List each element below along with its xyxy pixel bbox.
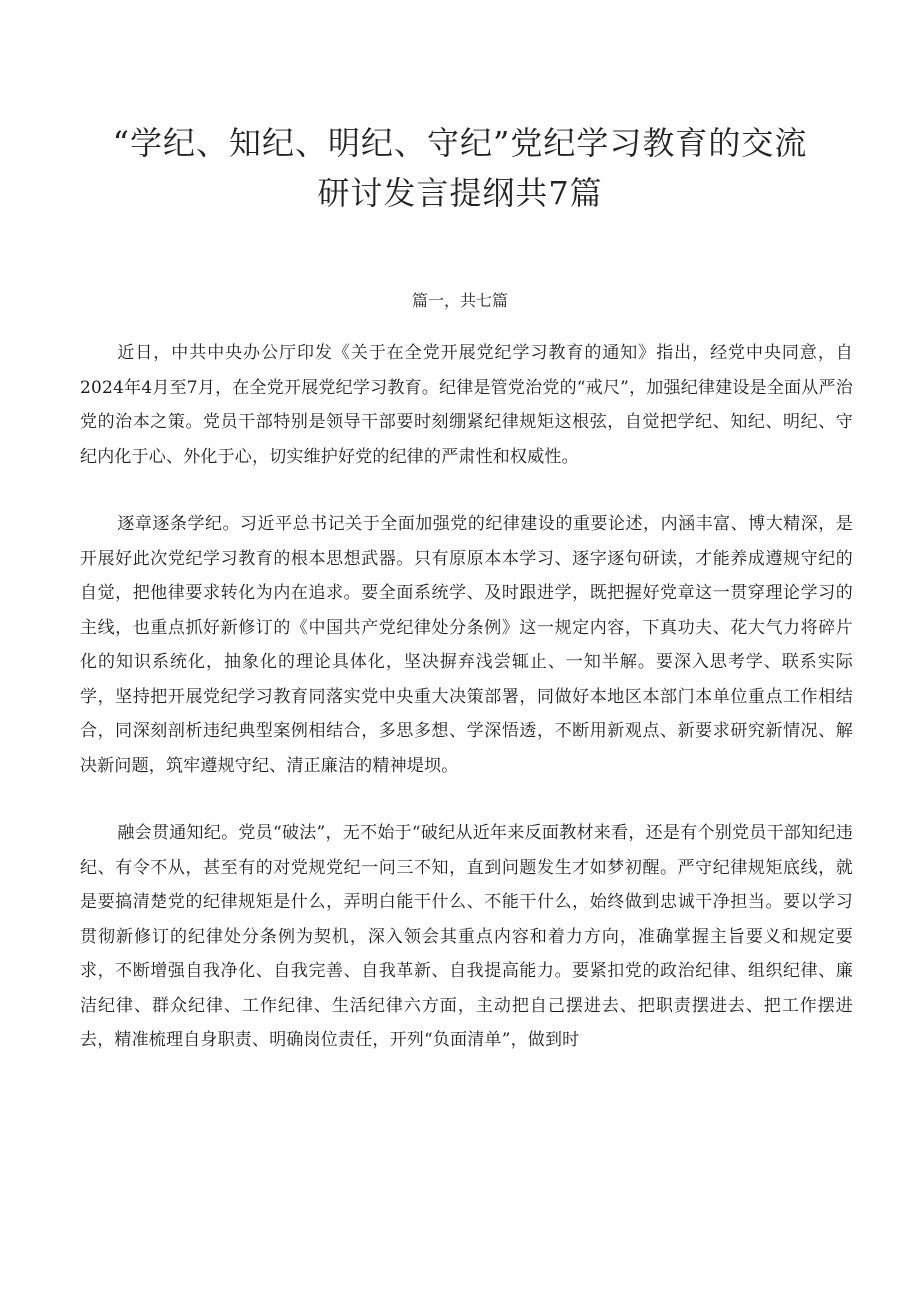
section-heading: 篇一，共七篇 [411,291,508,310]
document-title [80,118,840,218]
title-line-1: “学纪、知纪、明纪、守纪”党纪学习教育的交流 [112,124,808,162]
paragraph-1: 近日，中共中央办公厅印发《关于在全党开展党纪学习教育的通知》指出，经党中央同意，自2024年4月至7月，在全党开展党纪学习教育。纪律是管党治党的“戒尺”，加强纪律建设是全面从严治党的治本之策。党员干部特别是领导干部要时刻绷紧纪律规矩这根弦，自觉把学纪、知纪、明纪、守纪内化于心、外化于心，切实维护好党的纪律的严肃性和权威性。 [80,343,853,467]
document-body [80,336,853,1091]
title-line-2: 研讨发言提纲共7篇 [317,174,603,212]
paragraph-2: 逐章逐条学纪。习近平总书记关于全面加强党的纪律建设的重要论述，内涵丰富、博大精深，是开展好此次党纪学习教育的根本思想武器。只有原原本本学习、逐字逐句研读，才能养成遵规守纪的自觉，把他律要求转化为内在追求。要全面系统学、及时跟进学，既把握好党章这一贯穿理论学习的主线，也重点抓好新修订的《中国共产党纪律处分条例》这一规定内容，下真功夫、花大气力将碎片化的知识系统化，抽象化的理论具体化，坚决摒弃浅尝辄止、一知半解。要深入思考学、联系实际学，坚持把开展党纪学习教育同落实党中央重大决策部署，同做好本地区本部门本单位重点工作相结合，同深刻剖析违纪典型案例相结合，多思多想、学深悟透，不断用新观点、新要求研究新情况、解决新问题，筑牢遵规守纪、清正廉洁的精神堤坝。 [80,514,853,776]
paragraph-3: 融会贯通知纪。党员“破法”，无不始于“破纪从近年来反面教材来看，还是有个别党员干部知纪违纪、有令不从，甚至有的对党规党纪一问三不知，直到问题发生才如梦初醒。严守纪律规矩底线，就是要搞清楚党的纪律规矩是什么，弄明白能干什么、不能干什么，始终做到忠诚干净担当。要以学习贯彻新修订的纪律处分条例为契机，深入领会其重点内容和着力方向，准确掌握主旨要义和规定要求，不断增强自我净化、自我完善、自我革新、自我提高能力。要紧扣党的政治纪律、组织纪律、廉洁纪律、群众纪律、工作纪律、生活纪律六方面，主动把自己摆进去、把职责摆进去、把工作摆进去，精准梳理自身职责、明确岗位责任，开列“负面清单”，做到时 [80,823,853,1050]
